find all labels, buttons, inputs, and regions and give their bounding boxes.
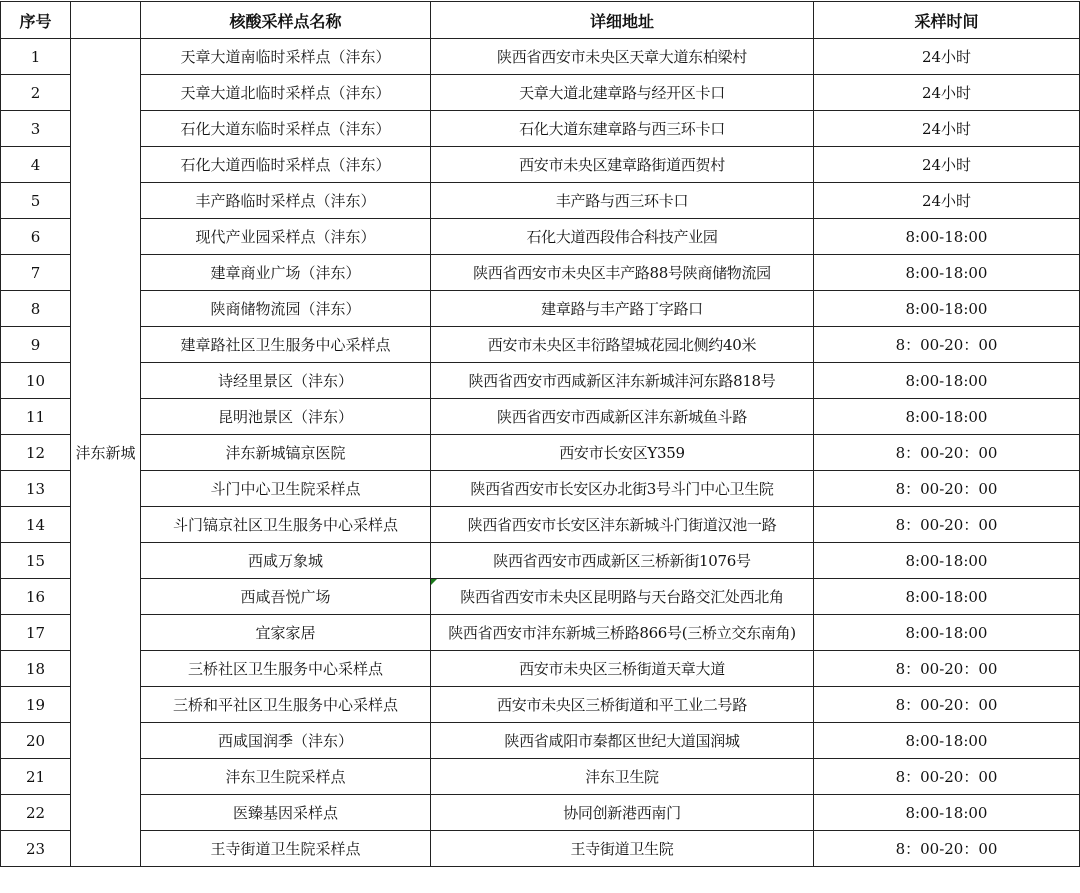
- site-name: 西咸吾悦广场: [141, 579, 431, 615]
- sampling-time: 8：00-20：00: [814, 687, 1080, 723]
- header-address: 详细地址: [431, 2, 814, 39]
- region-cell: 沣东新城: [71, 39, 141, 867]
- row-index: 19: [1, 687, 71, 723]
- site-address: 陕西省西安市长安区沣东新城斗门街道汉池一路: [431, 507, 814, 543]
- table-row: [1, 831, 1080, 867]
- table-row: [1, 75, 1080, 111]
- header-time: 采样时间: [814, 2, 1080, 39]
- site-name: 天章大道南临时采样点（沣东）: [141, 39, 431, 75]
- site-name: 沣东卫生院采样点: [141, 759, 431, 795]
- sampling-time: 8：00-20：00: [814, 759, 1080, 795]
- row-index: 17: [1, 615, 71, 651]
- table-row: [1, 327, 1080, 363]
- sampling-time: 8:00-18:00: [814, 399, 1080, 435]
- table-row: [1, 39, 1080, 75]
- table-row: [1, 507, 1080, 543]
- site-name: 斗门中心卫生院采样点: [141, 471, 431, 507]
- site-name: 三桥社区卫生服务中心采样点: [141, 651, 431, 687]
- site-name: 昆明池景区（沣东）: [141, 399, 431, 435]
- comment-marker-icon: [431, 579, 437, 585]
- site-name: 丰产路临时采样点（沣东）: [141, 183, 431, 219]
- row-index: 21: [1, 759, 71, 795]
- row-index: 13: [1, 471, 71, 507]
- site-name: 医臻基因采样点: [141, 795, 431, 831]
- row-index: 23: [1, 831, 71, 867]
- site-address-text: 陕西省西安市未央区昆明路与天台路交汇处西北角: [460, 588, 784, 606]
- sampling-time: 8:00-18:00: [814, 795, 1080, 831]
- sampling-time: 8:00-18:00: [814, 579, 1080, 615]
- site-name: 陕商储物流园（沣东）: [141, 291, 431, 327]
- site-address: 建章路与丰产路丁字路口: [431, 291, 814, 327]
- table-body: [1, 39, 1080, 867]
- table-row: [1, 399, 1080, 435]
- site-name: 诗经里景区（沣东）: [141, 363, 431, 399]
- table-row: [1, 363, 1080, 399]
- site-address: 陕西省西安市西咸新区三桥新街1076号: [431, 543, 814, 579]
- site-address: 陕西省咸阳市秦都区世纪大道国润城: [431, 723, 814, 759]
- sampling-time: 24小时: [814, 75, 1080, 111]
- sampling-time: 24小时: [814, 183, 1080, 219]
- table-row: [1, 147, 1080, 183]
- table-row: [1, 759, 1080, 795]
- row-index: 4: [1, 147, 71, 183]
- table-row: [1, 471, 1080, 507]
- site-address: 西安市未央区丰衍路望城花园北侧约40米: [431, 327, 814, 363]
- row-index: 11: [1, 399, 71, 435]
- sampling-time: 8：00-20：00: [814, 327, 1080, 363]
- site-name: 现代产业园采样点（沣东）: [141, 219, 431, 255]
- sampling-time: 8：00-20：00: [814, 651, 1080, 687]
- site-address: 陕西省西安市未央区丰产路88号陕商储物流园: [431, 255, 814, 291]
- row-index: 15: [1, 543, 71, 579]
- sampling-time: 24小时: [814, 147, 1080, 183]
- site-address: 天章大道北建章路与经开区卡口: [431, 75, 814, 111]
- sampling-time: 8:00-18:00: [814, 543, 1080, 579]
- row-index: 3: [1, 111, 71, 147]
- table-row: [1, 579, 1080, 615]
- site-address: 丰产路与西三环卡口: [431, 183, 814, 219]
- site-name: 宜家家居: [141, 615, 431, 651]
- site-address: 西安市未央区三桥街道和平工业二号路: [431, 687, 814, 723]
- row-index: 6: [1, 219, 71, 255]
- row-index: 8: [1, 291, 71, 327]
- site-address: 陕西省西安市西咸新区沣东新城沣河东路818号: [431, 363, 814, 399]
- table-row: [1, 111, 1080, 147]
- row-index: 10: [1, 363, 71, 399]
- table-row: [1, 183, 1080, 219]
- site-name: 天章大道北临时采样点（沣东）: [141, 75, 431, 111]
- site-name: 三桥和平社区卫生服务中心采样点: [141, 687, 431, 723]
- site-name: 建章路社区卫生服务中心采样点: [141, 327, 431, 363]
- site-name: 沣东新城镐京医院: [141, 435, 431, 471]
- site-name: 西咸国润季（沣东）: [141, 723, 431, 759]
- sampling-time: 8:00-18:00: [814, 219, 1080, 255]
- row-index: 22: [1, 795, 71, 831]
- row-index: 9: [1, 327, 71, 363]
- site-name: 斗门镐京社区卫生服务中心采样点: [141, 507, 431, 543]
- site-address: [431, 579, 814, 615]
- site-address: 西安市未央区三桥街道天章大道: [431, 651, 814, 687]
- row-index: 20: [1, 723, 71, 759]
- table-row: [1, 651, 1080, 687]
- header-row: [1, 2, 1080, 39]
- sampling-time: 8：00-20：00: [814, 471, 1080, 507]
- site-address: 西安市长安区Y359: [431, 435, 814, 471]
- site-address: 王寺街道卫生院: [431, 831, 814, 867]
- site-address: 沣东卫生院: [431, 759, 814, 795]
- sampling-sites-table: [0, 1, 1080, 867]
- site-address: 协同创新港西南门: [431, 795, 814, 831]
- row-index: 2: [1, 75, 71, 111]
- sampling-time: 8：00-20：00: [814, 435, 1080, 471]
- site-address: 陕西省西安市未央区天章大道东柏梁村: [431, 39, 814, 75]
- row-index: 16: [1, 579, 71, 615]
- sampling-time: 8:00-18:00: [814, 723, 1080, 759]
- row-index: 5: [1, 183, 71, 219]
- table-row: [1, 435, 1080, 471]
- sampling-time: 8:00-18:00: [814, 615, 1080, 651]
- row-index: 14: [1, 507, 71, 543]
- table-row: [1, 615, 1080, 651]
- row-index: 7: [1, 255, 71, 291]
- table-row: [1, 255, 1080, 291]
- site-address: 陕西省西安市西咸新区沣东新城鱼斗路: [431, 399, 814, 435]
- sampling-time: 8:00-18:00: [814, 255, 1080, 291]
- table-row: [1, 219, 1080, 255]
- header-region: [71, 2, 141, 39]
- site-name: 西咸万象城: [141, 543, 431, 579]
- table-row: [1, 687, 1080, 723]
- table-row: [1, 795, 1080, 831]
- row-index: 12: [1, 435, 71, 471]
- sampling-time: 24小时: [814, 39, 1080, 75]
- site-address: 陕西省西安市长安区办北街3号斗门中心卫生院: [431, 471, 814, 507]
- table-row: [1, 723, 1080, 759]
- site-address: 石化大道西段伟合科技产业园: [431, 219, 814, 255]
- row-index: 18: [1, 651, 71, 687]
- site-name: 建章商业广场（沣东）: [141, 255, 431, 291]
- sampling-time: 8：00-20：00: [814, 831, 1080, 867]
- site-address: 西安市未央区建章路街道西贺村: [431, 147, 814, 183]
- table-row: [1, 291, 1080, 327]
- site-name: 王寺街道卫生院采样点: [141, 831, 431, 867]
- site-name: 石化大道西临时采样点（沣东）: [141, 147, 431, 183]
- sampling-time: 24小时: [814, 111, 1080, 147]
- site-address: 石化大道东建章路与西三环卡口: [431, 111, 814, 147]
- site-address: 陕西省西安市沣东新城三桥路866号(三桥立交东南角): [431, 615, 814, 651]
- sampling-time: 8:00-18:00: [814, 291, 1080, 327]
- sampling-time: 8:00-18:00: [814, 363, 1080, 399]
- row-index: 1: [1, 39, 71, 75]
- header-index: 序号: [1, 2, 71, 39]
- header-name: 核酸采样点名称: [141, 2, 431, 39]
- sampling-time: 8：00-20：00: [814, 507, 1080, 543]
- site-name: 石化大道东临时采样点（沣东）: [141, 111, 431, 147]
- table-row: [1, 543, 1080, 579]
